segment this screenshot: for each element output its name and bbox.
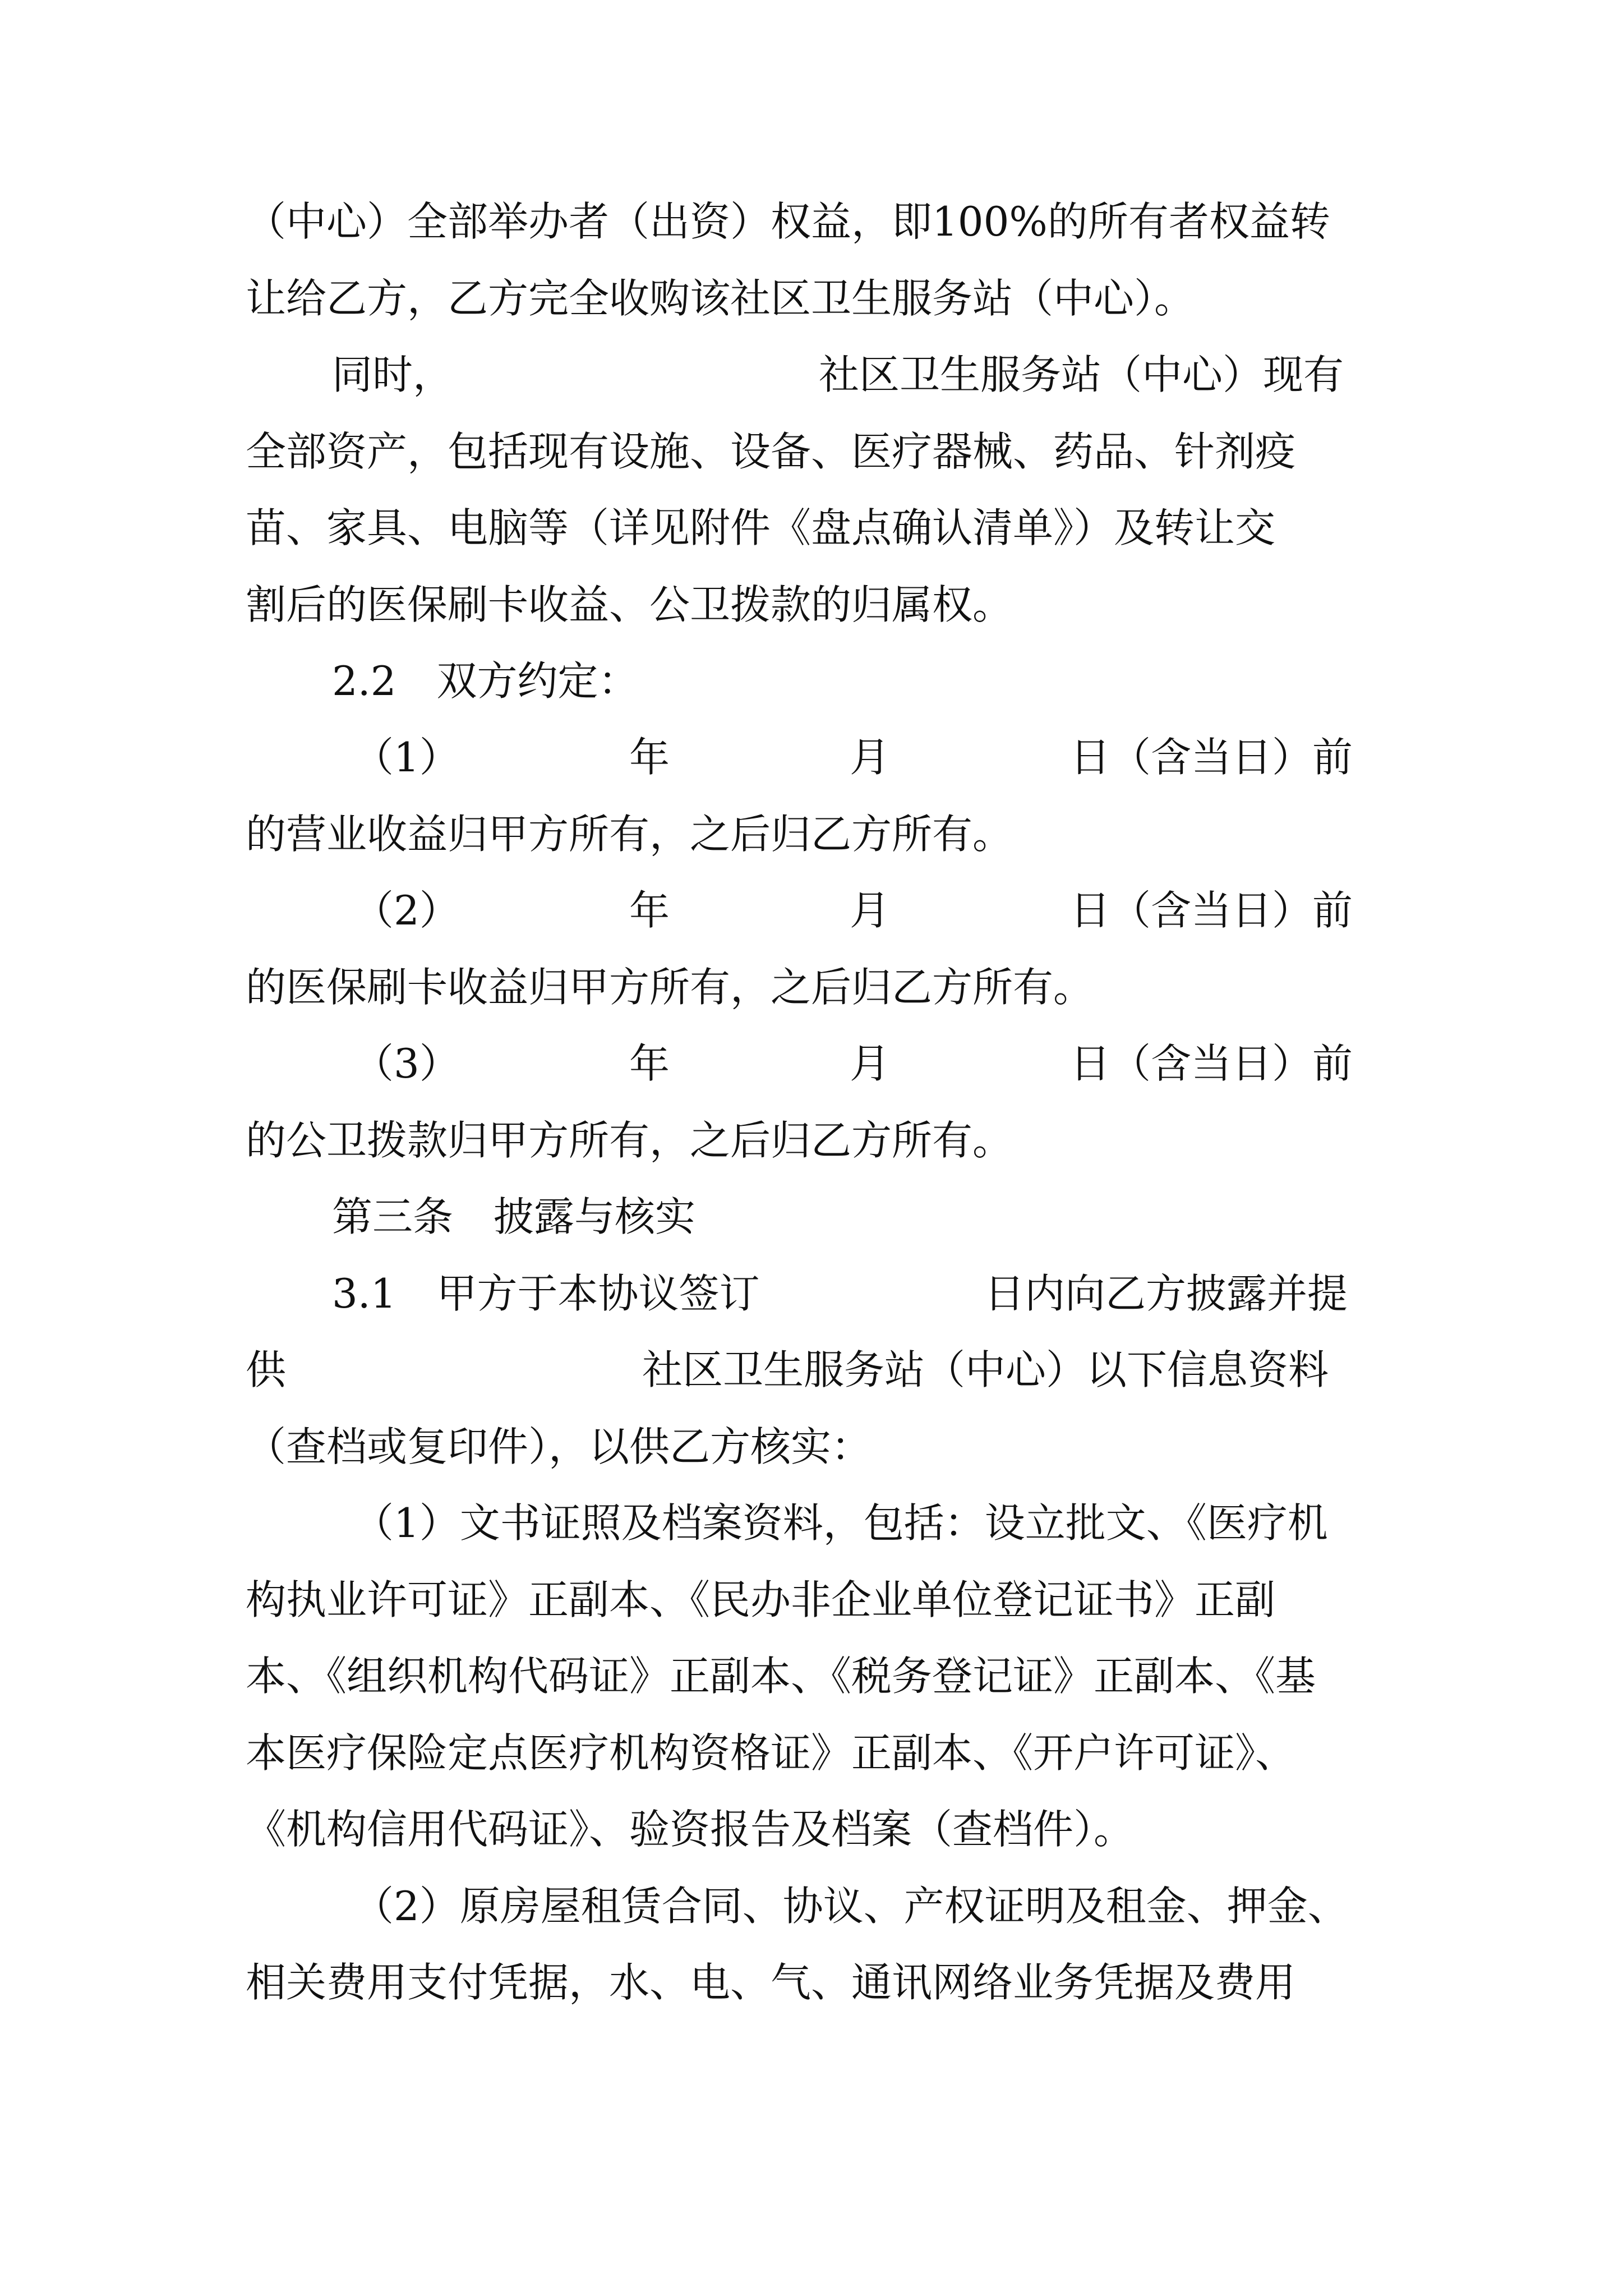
text-line: 让给乙方，乙方完全收购该社区卫生服务站（中心）。 (246, 275, 1195, 322)
text-line: 的公卫拨款归甲方所有，之后归乙方所有。 (246, 1117, 1013, 1164)
text-line: （2）原房屋租赁合同、协议、产权证明及租金、押金、 (353, 1883, 1348, 1930)
date-row-day: 日（含当日）前 (1070, 734, 1353, 781)
date-row-day: 日（含当日）前 (1070, 887, 1353, 934)
text-line: 供 (246, 1346, 287, 1393)
text-line: 割后的医保刷卡收益、公卫拨款的归属权。 (246, 581, 1013, 628)
date-row-month: 月 (850, 734, 891, 781)
text-line: 社区卫生服务站（中心）以下信息资料 (642, 1346, 1329, 1393)
date-row-month: 月 (850, 887, 891, 934)
date-row-month: 月 (850, 1040, 891, 1087)
date-row-number: （3） (353, 1040, 460, 1087)
date-row-year: 年 (629, 887, 670, 934)
text-line: 本医疗保险定点医疗机构资格证》正副本、《开户许可证》、 (246, 1729, 1296, 1777)
text-line: （中心）全部举办者（出资）权益，即100%的所有者权益转 (246, 198, 1330, 245)
text-line: 同时， (332, 351, 454, 398)
text-line: 全部资产，包括现有设施、设备、医疗器械、药品、针剂疫 (246, 428, 1296, 475)
date-row-number: （1） (353, 734, 460, 781)
date-row-day: 日（含当日）前 (1070, 1040, 1353, 1087)
text-line: （查档或复印件），以供乙方核实： (246, 1423, 872, 1470)
article-heading: 第三条 披露与核实 (332, 1193, 696, 1240)
text-line: 本、《组织机构代码证》正副本、《税务登记证》正副本、《基 (246, 1653, 1316, 1700)
date-row-year: 年 (629, 734, 670, 781)
text-line: 的医保刷卡收益归甲方所有，之后归乙方所有。 (246, 964, 1094, 1011)
text-line: 《机构信用代码证》、验资报告及档案（查档件）。 (246, 1806, 1135, 1853)
text-line: 相关费用支付凭据，水、电、气、通讯网络业务凭据及费用 (246, 1959, 1296, 2006)
section-heading: 2.2 双方约定： (332, 657, 639, 705)
text-line: 苗、家具、电脑等（详见附件《盘点确认清单》）及转让交 (246, 504, 1276, 551)
date-row-year: 年 (629, 1040, 670, 1087)
text-line: 日内向乙方披露并提 (984, 1270, 1348, 1317)
text-line: （1）文书证照及档案资料，包括：设立批文、《医疗机 (353, 1499, 1328, 1547)
text-line: 构执业许可证》正副本、《民办非企业单位登记证书》正副 (246, 1576, 1276, 1623)
date-row-number: （2） (353, 887, 460, 934)
text-line: 社区卫生服务站（中心）现有 (819, 351, 1344, 398)
text-line: 3.1 甲方于本协议签订 (332, 1270, 760, 1317)
text-line: 的营业收益归甲方所有，之后归乙方所有。 (246, 811, 1013, 858)
